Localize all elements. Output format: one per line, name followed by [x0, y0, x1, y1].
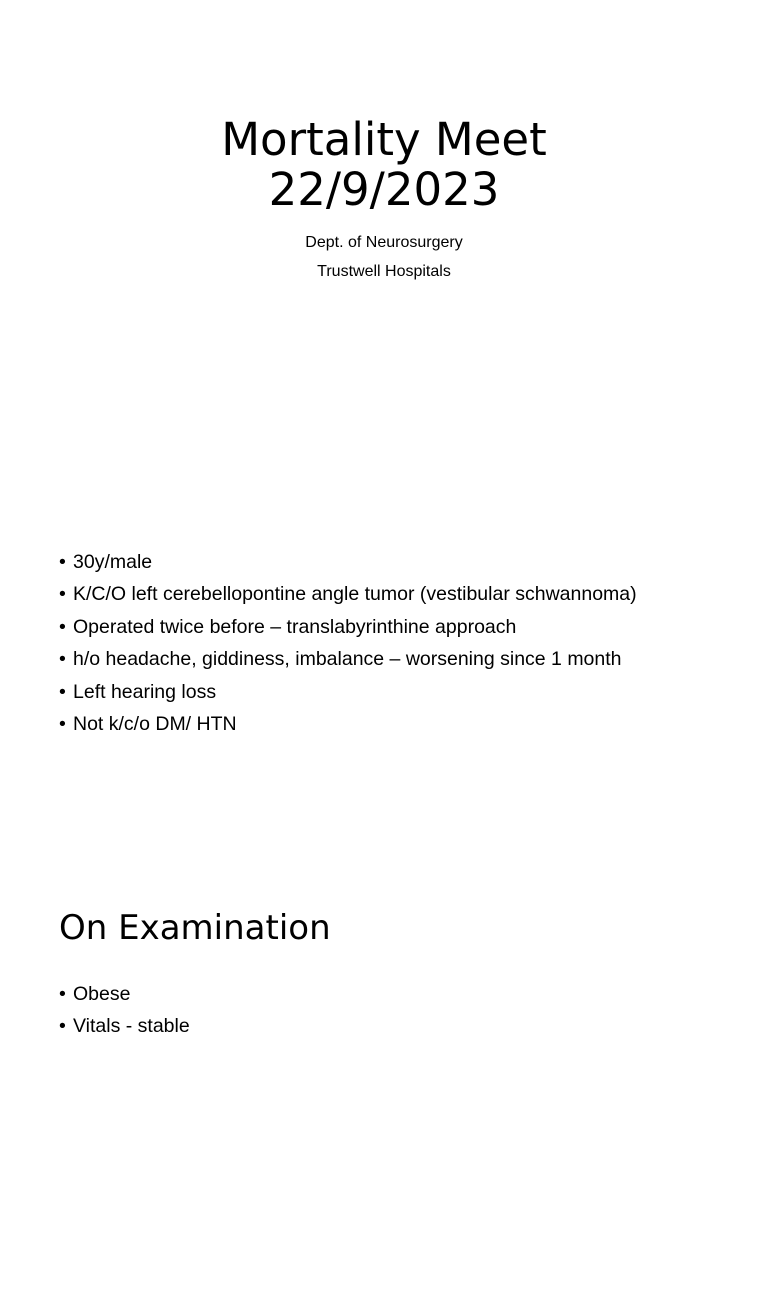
bullet-text: Vitals - stable	[73, 1015, 190, 1038]
list-item	[59, 978, 190, 1010]
title-slide	[0, 0, 768, 432]
bullet-marker: •	[59, 551, 66, 573]
list-item	[59, 578, 637, 610]
bullet-marker: •	[59, 615, 66, 638]
bullet-text: h/o headache, giddiness, imbalance – worsening since 1 month	[73, 648, 622, 671]
bullet-marker: •	[59, 680, 66, 703]
bullet-marker: •	[59, 713, 66, 736]
bullet-text: Obese	[73, 983, 131, 1005]
section-heading: On Examination	[59, 908, 331, 948]
bullet-text: Not k/c/o DM/ HTN	[73, 713, 237, 736]
history-bullet-list	[59, 546, 637, 740]
list-item	[59, 676, 637, 708]
hospital-text: Trustwell Hospitals	[317, 263, 451, 280]
department-text: Dept. of Neurosurgery	[305, 234, 463, 251]
bullet-marker: •	[59, 983, 66, 1005]
bullet-marker: •	[59, 583, 66, 606]
bullet-text: 30y/male	[73, 551, 153, 573]
slide-subtitle	[0, 228, 768, 286]
list-item	[59, 1010, 190, 1042]
list-item	[59, 611, 637, 643]
list-item	[59, 546, 637, 578]
bullet-marker: •	[59, 648, 66, 671]
history-slide	[0, 432, 768, 864]
bullet-text: Operated twice before – translabyrinthine approach	[73, 615, 517, 638]
list-item	[59, 643, 637, 675]
bullet-text: K/C/O left cerebellopontine angle tumor (vestibular schwannoma)	[73, 583, 637, 606]
title-line: Mortality Meet	[221, 113, 547, 166]
examination-slide	[0, 864, 768, 1296]
list-item	[59, 708, 637, 740]
bullet-text: Left hearing loss	[73, 680, 217, 703]
title-date: 22/9/2023	[268, 163, 500, 216]
examination-bullet-list	[59, 978, 190, 1043]
slide-title	[0, 115, 768, 215]
bullet-marker: •	[59, 1015, 66, 1038]
